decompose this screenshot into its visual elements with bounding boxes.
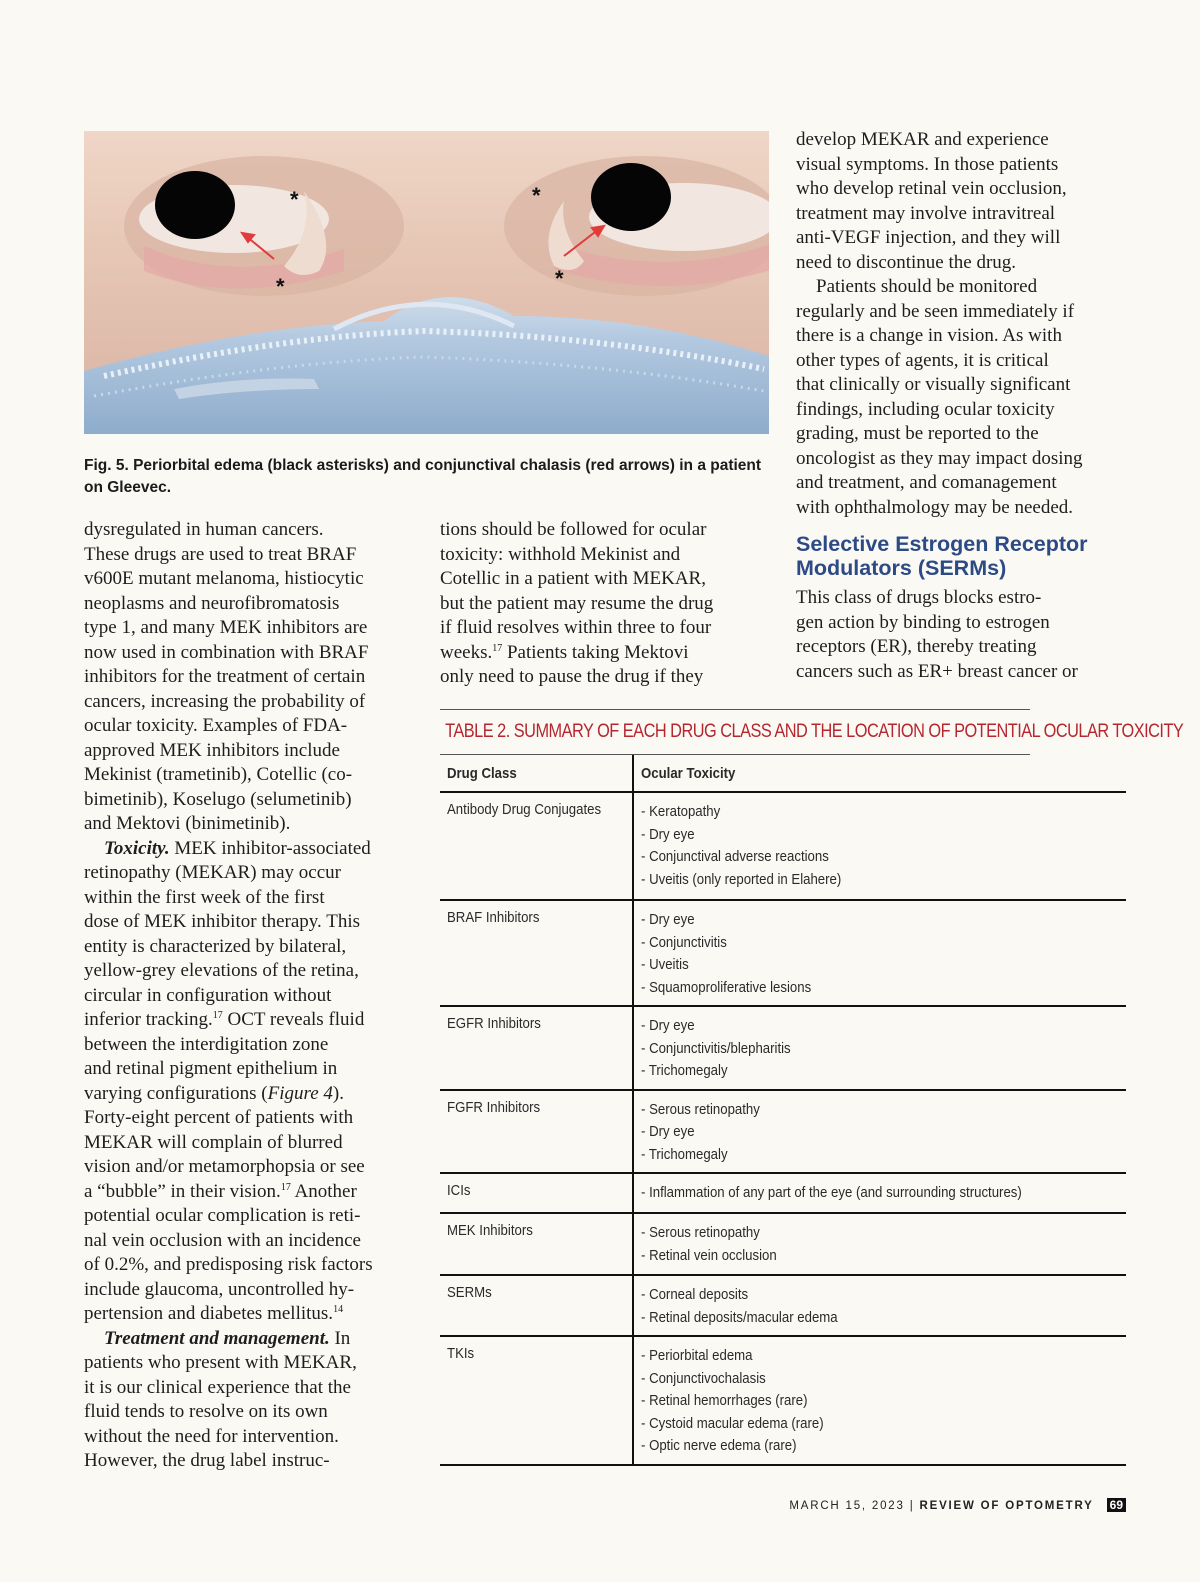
column-1: [84, 518, 414, 1474]
footer-separator: |: [909, 1500, 915, 1512]
drug-class-label: ICIs: [447, 1182, 471, 1199]
table-row: [440, 1173, 1126, 1213]
column-3: [796, 128, 1126, 684]
drug-class-cell: [440, 1336, 633, 1465]
reference-superscript: 17: [280, 1181, 291, 1193]
toxicity-cell: [633, 900, 1126, 1006]
text-line: without the need for intervention.: [84, 1425, 339, 1447]
toxicity-item: - Optic nerve edema (rare): [641, 1437, 797, 1454]
table-row: [440, 1336, 1126, 1465]
table-row: [440, 1006, 1126, 1090]
toxicity-cell: [633, 1006, 1126, 1090]
toxicity-item: - Retinal deposits/macular edema: [641, 1308, 838, 1326]
text-line: toxicity: withhold Mekinist and: [440, 543, 681, 565]
drug-class-cell: [440, 1275, 633, 1336]
text-run: MEK inhibitor-associated: [169, 837, 371, 859]
text-line: approved MEK inhibitors include: [84, 739, 340, 761]
text-line: who develop retinal vein occlusion,: [796, 178, 1067, 199]
paragraph-treatment: [84, 1327, 414, 1474]
text-line: [440, 641, 770, 666]
text-line: fluid tends to resolve on its own: [84, 1401, 328, 1422]
text-line: and Mektovi (binimetinib).: [84, 813, 291, 834]
text-line: oncologist as they may impact dosing: [796, 447, 1083, 469]
drug-class-cell: [440, 1173, 633, 1213]
paragraph-intro: [84, 518, 414, 837]
text-line: [84, 1082, 414, 1107]
reference-superscript: 17: [492, 642, 503, 654]
text-line: gen action by binding to estrogen: [796, 611, 1050, 633]
toxicity-cell: [633, 1173, 1126, 1213]
text-run: ).: [332, 1082, 344, 1104]
publication-name: REVIEW OF OPTOMETRY: [919, 1500, 1094, 1512]
toxicity-cell: [633, 1275, 1126, 1336]
toxicity-item: - Keratopathy: [641, 803, 721, 820]
toxicity-item: - Retinal hemorrhages (rare): [641, 1392, 808, 1409]
text-line: yellow-grey elevations of the retina,: [84, 960, 359, 981]
toxicity-item: - Squamoproliferative lesions: [641, 978, 812, 996]
text-line: need to discontinue the drug.: [796, 251, 1017, 273]
drug-class-cell: [440, 1213, 633, 1275]
text-line: retinopathy (MEKAR) may occur: [84, 862, 341, 883]
text-run: Another: [290, 1180, 357, 1202]
drug-class-label: MEK Inhibitors: [447, 1222, 533, 1239]
toxicity-item: - Corneal deposits: [641, 1286, 749, 1303]
text-line: Mekinist (trametinib), Cotellic (co-: [84, 764, 353, 785]
text-line: ocular toxicity. Examples of FDA-: [84, 715, 348, 736]
table-row: [440, 1090, 1126, 1174]
text-run: pertension and diabetes mellitus.: [84, 1303, 334, 1324]
table-row: [440, 792, 1126, 900]
asterisk-marker: *: [532, 183, 541, 208]
toxicity-cell: [633, 792, 1126, 900]
text-line: of 0.2%, and predisposing risk factors: [84, 1254, 373, 1275]
text-line: This class of drugs blocks estro-: [796, 587, 1042, 608]
toxicity-cell: [633, 1090, 1126, 1174]
drug-class-label: TKIs: [447, 1345, 475, 1362]
text-line: there is a change in vision. As with: [796, 325, 1062, 346]
drug-class-label: EGFR Inhibitors: [447, 1015, 541, 1032]
text-line: inhibitors for the treatment of certain: [84, 666, 366, 687]
text-line: only need to pause the drug if they: [440, 666, 704, 687]
text-line: v600E mutant melanoma, histiocytic: [84, 568, 364, 589]
text-line: Cotellic in a patient with MEKAR,: [440, 568, 706, 589]
reference-superscript: 17: [212, 1010, 223, 1021]
text-line: entity is characterized by bilateral,: [84, 935, 347, 957]
section-heading-serms: [796, 532, 1126, 580]
text-line: [84, 1008, 414, 1033]
column-2: [440, 518, 770, 690]
text-line: anti-VEGF injection, and they will: [796, 227, 1061, 248]
table-row: [440, 1275, 1126, 1336]
runin-heading-treatment: Treatment and management.: [104, 1327, 330, 1349]
text-line: vision and/or metamorphopsia or see: [84, 1156, 365, 1177]
header-label: Ocular Toxicity: [641, 765, 736, 782]
drug-class-label: Antibody Drug Conjugates: [447, 801, 602, 818]
asterisk-marker: *: [276, 274, 285, 299]
toxicity-item: - Conjunctivitis/blepharitis: [641, 1039, 791, 1057]
toxicity-item: - Inflammation of any part of the eye (and surrounding structures): [641, 1184, 1022, 1201]
toxicity-item: - Dry eye: [641, 825, 695, 843]
text-run: weeks.: [440, 641, 493, 663]
figure-photo: [84, 131, 769, 434]
column-header-drug-class: [440, 755, 633, 792]
drug-class-label: BRAF Inhibitors: [447, 909, 540, 926]
text-line: Patients should be monitored: [816, 276, 1038, 297]
eyes-illustration: [84, 131, 769, 434]
text-line: type 1, and many MEK inhibitors are: [84, 617, 368, 638]
toxicity-cell: [633, 1336, 1126, 1465]
text-run: In: [329, 1327, 351, 1349]
text-line: it is our clinical experience that the: [84, 1376, 351, 1398]
drug-class-cell: [440, 900, 633, 1006]
page-footer: [789, 1498, 1126, 1512]
text-line: with ophthalmology may be needed.: [796, 496, 1074, 518]
toxicity-item: - Serous retinopathy: [641, 1100, 760, 1118]
text-line: cancers, increasing the probability of: [84, 690, 366, 712]
text-run: a “bubble” in their vision.: [84, 1180, 281, 1202]
text-line: nal vein occlusion with an incidence: [84, 1229, 361, 1251]
text-line: cancers such as ER+ breast cancer or: [796, 660, 1078, 682]
column-header-ocular-toxicity: [633, 755, 1126, 792]
text-line: develop MEKAR and experience: [796, 129, 1049, 150]
drug-class-cell: [440, 1006, 633, 1090]
text-run: Patients taking Mektovi: [502, 641, 689, 663]
toxicity-item: - Dry eye: [641, 1017, 695, 1034]
heading-line: Selective Estrogen Receptor: [796, 532, 1088, 556]
asterisk-marker: *: [290, 187, 299, 212]
toxicity-item: - Periorbital edema: [641, 1347, 753, 1364]
heading-line: Modulators (SERMs): [796, 556, 1007, 580]
text-line: potential ocular complication is reti-: [84, 1205, 361, 1226]
text-line: [84, 1327, 414, 1352]
text-line: bimetinib), Koselugo (selumetinib): [84, 788, 352, 810]
figure-caption: Fig. 5. Periorbital edema (black asterisks) and conjunctival chalasis (red arrows) in a patient on Gleevec.: [84, 457, 762, 496]
toxicity-item: - Trichomegaly: [641, 1062, 728, 1079]
text-line: other types of agents, it is critical: [796, 349, 1049, 371]
drug-class-label: FGFR Inhibitors: [447, 1098, 541, 1116]
text-line: dose of MEK inhibitor therapy. This: [84, 911, 360, 932]
paragraph-toxicity: [84, 837, 414, 1327]
text-run: OCT reveals fluid: [222, 1009, 365, 1030]
toxicity-item: - Uveitis (only reported in Elahere): [641, 870, 842, 888]
text-line: include glaucoma, uncontrolled hy-: [84, 1278, 355, 1300]
toxicity-item: - Conjunctival adverse reactions: [641, 848, 829, 865]
toxicity-item: - Uveitis: [641, 956, 689, 973]
text-line: tions should be followed for ocular: [440, 519, 707, 540]
issue-date: MARCH 15, 2023: [789, 1500, 905, 1512]
text-line: patients who present with MEKAR,: [84, 1352, 357, 1373]
redaction-circle-right: [591, 163, 671, 231]
header-label: Drug Class: [447, 765, 517, 782]
drug-class-cell: [440, 792, 633, 900]
text-line: visual symptoms. In those patients: [796, 153, 1059, 175]
text-line: regularly and be seen immediately if: [796, 300, 1075, 322]
table-row: [440, 900, 1126, 1006]
text-line: dysregulated in human cancers.: [84, 519, 324, 540]
toxicity-table: [440, 755, 1126, 1466]
text-line: These drugs are used to treat BRAF: [84, 543, 357, 565]
text-line: if fluid resolves within three to four: [440, 617, 712, 638]
text-line: [84, 837, 414, 862]
table-2: [440, 709, 1184, 1466]
text-line: but the patient may resume the drug: [440, 592, 714, 614]
toxicity-item: - Dry eye: [641, 1123, 695, 1140]
toxicity-item: - Serous retinopathy: [641, 1224, 760, 1241]
text-line: grading, must be reported to the: [796, 423, 1039, 444]
toxicity-item: - Conjunctivitis: [641, 933, 727, 951]
text-line: that clinically or visually significant: [796, 374, 1071, 395]
toxicity-item: - Cystoid macular edema (rare): [641, 1414, 824, 1432]
text-line: neoplasms and neurofibromatosis: [84, 592, 340, 614]
toxicity-item: - Conjunctivochalasis: [641, 1369, 766, 1387]
toxicity-item: - Trichomegaly: [641, 1145, 728, 1163]
page-number: 69: [1107, 1498, 1126, 1512]
redaction-circle-left: [155, 171, 235, 239]
figure-reference: Figure 4: [267, 1082, 333, 1104]
text-line: MEKAR will complain of blurred: [84, 1131, 343, 1153]
text-run: inferior tracking.: [84, 1009, 213, 1030]
text-line: [84, 1302, 414, 1327]
runin-heading-toxicity: Toxicity.: [104, 837, 170, 859]
text-run: varying configurations (: [84, 1082, 268, 1104]
text-line: and treatment, and comanagement: [796, 472, 1057, 493]
table-header-row: [440, 755, 1126, 792]
text-line: now used in combination with BRAF: [84, 641, 369, 663]
toxicity-item: - Retinal vein occlusion: [641, 1246, 777, 1264]
text-line: [84, 1180, 414, 1205]
table-title: TABLE 2. SUMMARY OF EACH DRUG CLASS AND THE LOCATION OF POTENTIAL OCULAR TOXICITY: [440, 709, 1030, 755]
text-line: receptors (ER), thereby treating: [796, 636, 1037, 657]
toxicity-cell: [633, 1213, 1126, 1275]
text-line: findings, including ocular toxicity: [796, 398, 1055, 420]
text-line: within the first week of the first: [84, 886, 325, 908]
reference-superscript: 14: [333, 1304, 344, 1315]
table-row: [440, 1213, 1126, 1275]
toxicity-item: - Dry eye: [641, 911, 695, 928]
text-line: and retinal pigment epithelium in: [84, 1058, 338, 1079]
drug-class-cell: [440, 1090, 633, 1174]
drug-class-label: SERMs: [447, 1284, 492, 1301]
text-line: Forty-eight percent of patients with: [84, 1107, 354, 1128]
text-line: However, the drug label instruc-: [84, 1450, 330, 1471]
asterisk-marker: *: [555, 266, 564, 291]
text-line: circular in configuration without: [84, 984, 332, 1006]
text-line: treatment may involve intravitreal: [796, 202, 1056, 224]
text-line: between the interdigitation zone: [84, 1033, 329, 1055]
